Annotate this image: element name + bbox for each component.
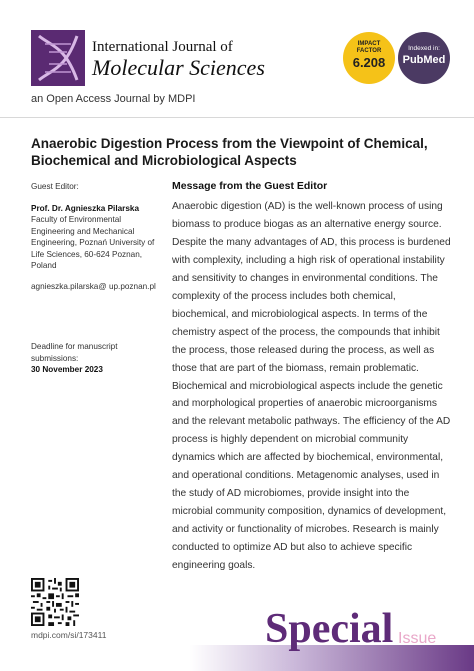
dna-helix-icon: [31, 30, 85, 86]
deadline-label: Deadline for manuscript submissions:: [31, 342, 118, 363]
journal-name-line2: Molecular Sciences: [92, 55, 265, 80]
journal-name-line1: International Journal of: [92, 39, 233, 55]
special-wordmark: Special: [265, 606, 394, 652]
special-issue-url[interactable]: mdpi.com/si/173411: [31, 630, 107, 640]
pubmed-label: PubMed: [402, 54, 446, 66]
impact-label: IMPACT: [357, 41, 381, 47]
factor-label: FACTOR: [356, 48, 382, 54]
special-issue-title: Anaerobic Digestion Process from the Viewpoint of Chemical, Biochemical and Microbiological Aspects: [31, 136, 428, 168]
qr-code[interactable]: [31, 578, 79, 626]
message-heading: Message from the Guest Editor: [172, 180, 328, 192]
impact-factor-badge: [343, 32, 395, 84]
issue-wordmark: Issue: [398, 630, 437, 647]
footer-gradient-band: [0, 645, 474, 671]
impact-factor-value: 6.208: [352, 55, 386, 70]
message-body: Anaerobic digestion (AD) is the well-known process of using biomass to produce biogas as an alternative energy source. Despite the many advantages of AD, this process is burdened with complexity, including a high risk of operational instability and sensitivity to changes in environmental conditions. The complexity of the process includes both chemical, biochemical, and microbiological aspects. In terms of the chemistry aspect of the process, the compounds that inhibit the process, those released during the process, as well as those that are part of the biomass, remain problematic. Biochemical and microbiological aspects include the genetic and morphological properties of anaerobic microorganisms and the relevant metabolic pathways. The efficiency of the AD process is highly dependent on microbial community dynamics which are affected by biochemical, environmental, and operational conditions. Metagenomic analyses, used in the study of AD microbiomes, provide insight into the microbial community composition, dynamics of development, and activity or functionality of microbes. Research is mainly conducted to optimize AD but also to achieve specific engineering goals.: [172, 201, 451, 572]
deadline-date: 30 November 2023: [31, 365, 103, 374]
guest-editor-email[interactable]: agnieszka.pilarska@ up.poznan.pl: [31, 282, 156, 291]
open-access-note: an Open Access Journal by MDPI: [31, 93, 196, 105]
guest-editor-affiliation: Faculty of Environmental Engineering and Mechanical Engineering, Poznań University of Life Sciences, 60-624 Poznan, Poland: [31, 215, 155, 271]
guest-editor-label: Guest Editor:: [31, 182, 79, 191]
pubmed-badge: [398, 32, 450, 84]
indexed-in-label: Indexed in:: [408, 45, 440, 52]
header-divider: [0, 117, 474, 118]
journal-logo: [31, 30, 85, 86]
guest-editor-name: Prof. Dr. Agnieszka Pilarska: [31, 204, 139, 213]
